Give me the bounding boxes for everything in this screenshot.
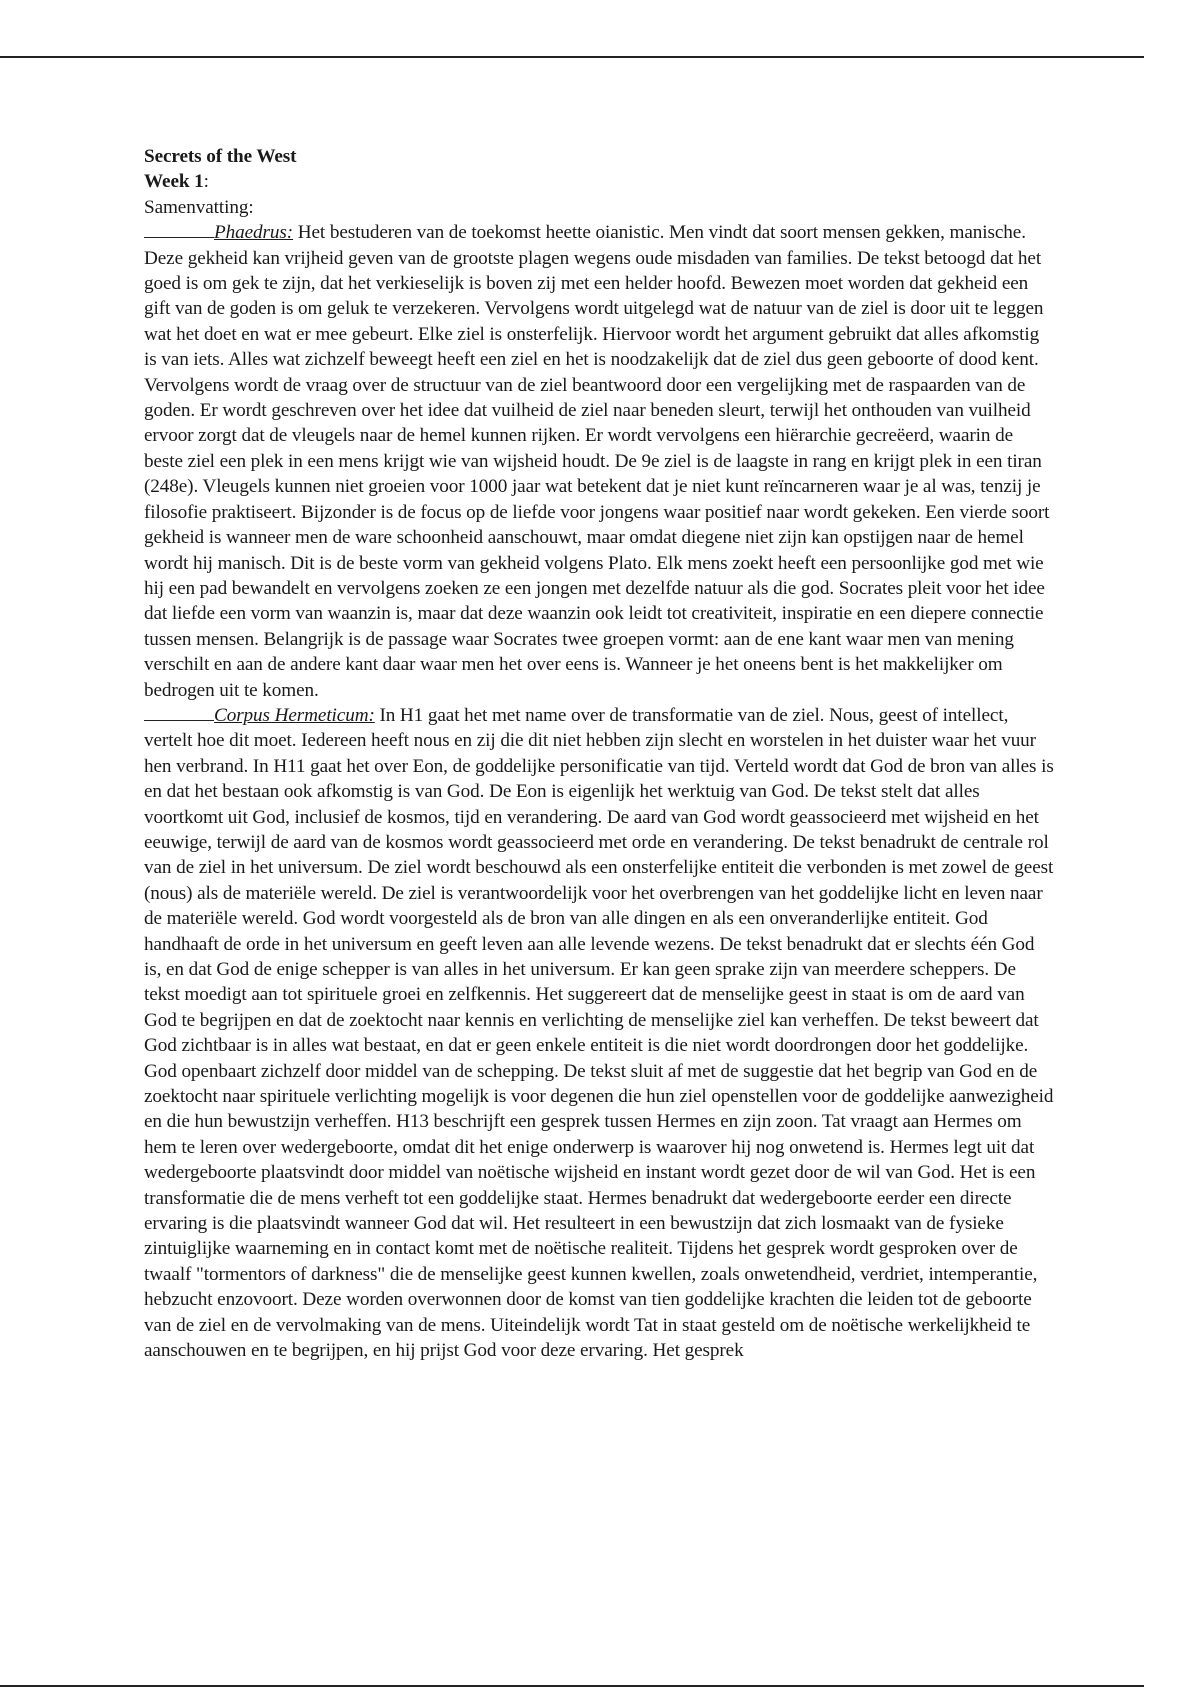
week-label: Week 1 bbox=[144, 171, 204, 193]
section-text: In H1 gaat het met name over de transformatie van de ziel. Nous, geest of intellect, vertelt hoe dit moet. Iedereen heeft nous en zij die dit niet hebben zijn slecht en worstelen in het duister waar het vuur hen verbrand. In H11 gaat het over Eon, de goddelijke personificatie van tijd. Verteld wordt dat God de bron van alles is en dat het bestaan ook afkomstig is van God. De Eon is eigenlijk het werktuig van God. De tekst stelt dat alles voortkomt uit God, inclusief de kosmos, tijd en verandering. De aard van God wordt geassocieerd met wijsheid en het eeuwige, terwijl de aard van de kosmos wordt geassocieerd met orde en verandering. De tekst benadrukt de centrale rol van de ziel in het universum. De ziel wordt beschouwd als een onsterfelijke entiteit die verbonden is met zowel de geest (nous) als de materiële wereld. De ziel is verantwoordelijk voor het overbrengen van het goddelijke licht en leven naar de materiële wereld. God wordt voorgesteld als de bron van alle dingen en als een onveranderlijke entiteit. God handhaaft de orde in het universum en geeft leven aan alle levende wezens. De tekst benadrukt dat er slechts één God is, en dat God de enige schepper is van alles in het universum. Er kan geen sprake zijn van meerdere scheppers. De tekst moedigt aan tot spirituele groei en zelfkennis. Het suggereert dat de menselijke geest in staat is om de aard van God te begrijpen en dat de zoektocht naar kennis en verlichting de menselijke ziel kan verheffen. De tekst beweert dat God zichtbaar is in alles wat bestaat, en dat er geen enkele entiteit is die niet wordt doordrongen door het goddelijke. God openbaart zichzelf door middel van de schepping. De tekst sluit af met de suggestie dat het begrip van God en de zoektocht naar spirituele verlichting mogelijk is voor degenen die hun ziel openstellen voor de goddelijke aanwezigheid en die hun bewustzijn verheffen. H13 beschrijft een gesprek tussen Hermes en zijn zoon. Tat vraagt aan Hermes om hem te leren over wedergeboorte, omdat dit het enige onderwerp is waarover hij nog onwetend is. Hermes legt uit dat wedergeboorte plaatsvindt door middel van noëtische wijsheid en instant wordt gezet door de wil van God. Het is een transformatie die de mens verheft tot een goddelijke staat. Hermes benadrukt dat wedergeboorte eerder een directe ervaring is die plaatsvindt wanneer God dat wil. Het resulteert in een bewustzijn dat zich losmaakt van de fysieke zintuiglijke waarneming en in contact komt met de noëtische realiteit. Tijdens het gesprek wordt gesproken over de twaalf "tormentors of darkness" die de menselijke geest kunnen kwellen, zoals onwetendheid, verdriet, intemperantie, hebzucht enzovoort. Deze worden overwonnen door de komst van tien goddelijke krachten die leiden tot de geboorte van de ziel en de vervolmaking van de mens. Uiteindelijk wordt Tat in staat gesteld om de noëtische werkelijkheid te aanschouwen en te begrijpen, en hij prijst God voor deze ervaring. Het gesprek bbox=[144, 704, 1054, 1362]
tab-underline bbox=[144, 236, 214, 238]
bottom-rule bbox=[0, 1685, 1144, 1687]
section-source-title: Phaedrus: bbox=[214, 222, 294, 244]
document-title: Secrets of the West bbox=[144, 146, 297, 167]
section-source-title: Corpus Hermeticum: bbox=[214, 704, 375, 726]
week-suffix: : bbox=[203, 171, 209, 193]
top-rule bbox=[0, 56, 1144, 58]
section-text: Het bestuderen van de toekomst heette oianistic. Men vindt dat soort mensen gekken, manische. Deze gekheid kan vrijheid geven van de grootste plagen wegens oude misdaden van families. De tekst betoogd dat het goed is om gek te zijn, dat het verkieselijk is boven zij met een helder hoofd. Bewezen moet worden dat gekheid een gift van de goden is om geluk te verzekeren. Vervolgens wordt uitgelegd wat de natuur van de ziel is door uit te leggen wat het doet en wat er mee gebeurt. Elke ziel is onsterfelijk. Hiervoor wordt het argument gebruikt dat alles afkomstig is van iets. Alles wat zichzelf beweegt heeft een ziel en het is noodzakelijk dat de ziel dus geen geboorte of dood kent. Vervolgens wordt de vraag over de structuur van de ziel beantwoord door een vergelijking met de raspaarden van de goden. Er wordt geschreven over het idee dat vuilheid de ziel naar beneden sleurt, terwijl het onthouden van vuilheid ervoor zorgt dat de vleugels naar de hemel kunnen rijken. Er wordt vervolgens een hiërarchie gecreëerd, waarin de beste ziel een plek in een mens krijgt wie van wijsheid houdt. De 9e ziel is de laagste in rang en krijgt plek in een tiran (248e). Vleugels kunnen niet groeien voor 1000 jaar wat betekent dat je niet kunt reïncarneren waar je al was, tenzij je filosofie praktiseert. Bijzonder is de focus op de liefde voor jongens waar positief naar wordt gekeken. Een vierde soort gekheid is wanneer men de ware schoonheid aanschouwt, maar omdat diegene niet zijn kan opstijgen naar de hemel wordt hij manisch. Dit is de beste vorm van gekheid volgens Plato. Elk mens zoekt heeft een persoonlijke god met wie hij een pad bewandelt en vervolgens zoeken ze een jongen met dezelfde natuur als die god. Socrates pleit voor het idee dat liefde een vorm van waanzin is, maar dat deze waanzin ook leidt tot creativiteit, inspiratie en een diepere connectie tussen mensen. Belangrijk is de passage waar Socrates twee groepen vormt: aan de ene kant waar men van mening verschilt en aan de andere kant daar waar men het over eens is. Wanneer je het oneens bent is het makkelijker om bedrogen uit te komen. bbox=[144, 222, 1050, 701]
tab-underline bbox=[144, 719, 214, 721]
week-heading bbox=[144, 169, 1056, 194]
section-phaedrus bbox=[144, 220, 1056, 703]
summary-label: Samenvatting: bbox=[144, 196, 254, 218]
section-corpus-hermeticum bbox=[144, 703, 1056, 1364]
document-body bbox=[144, 144, 1056, 1364]
